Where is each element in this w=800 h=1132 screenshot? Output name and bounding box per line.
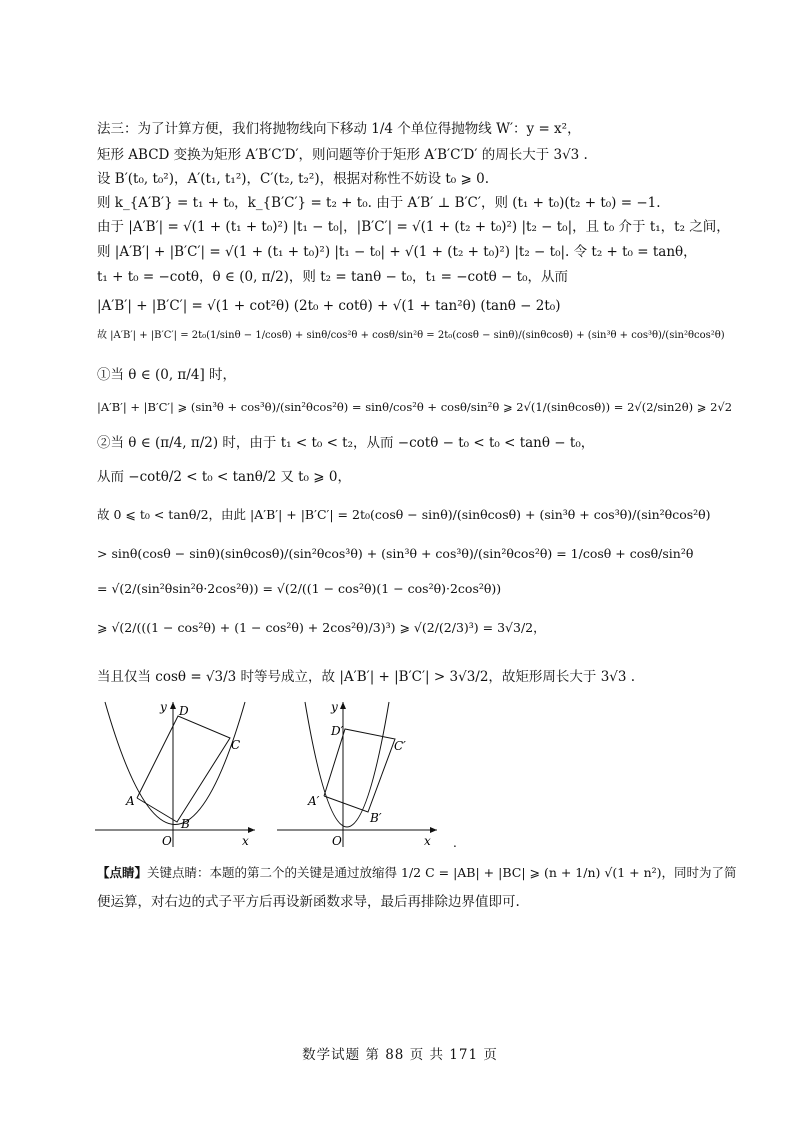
text-line-18: 当且仅当 cosθ = √3/3 时等号成立，故 |A′B′| + |B′C′| > 3√3/2，故矩形周长大于 3√3 . xyxy=(97,669,636,685)
rectangle-a-b-c-d-prime xyxy=(324,729,395,812)
x-axis-arrow xyxy=(430,827,437,833)
text-line-5: 由于 |A′B′| = √(1 + (t₁ + t₀)²) |t₁ − t₀|，|B′C′| = √(1 + (t₂ + t₀)²) |t₂ − t₀|，且 t₀ 介于 t₁，t₂ 之间， xyxy=(97,219,730,235)
y-axis-arrow xyxy=(170,702,176,709)
comment-line-2: 便运算，对右边的式子平方后再设新函数求导，最后再排除边界值即可. xyxy=(97,894,520,910)
label-C: C xyxy=(231,738,241,752)
text-line-7: t₁ + t₀ = −cotθ，θ ∈ (0, π/2)，则 t₂ = tanθ − t₀，t₁ = −cotθ − t₀，从而 xyxy=(97,269,568,285)
text-line-17: ⩾ √(2/(((1 − cos²θ) + (1 − cos²θ) + 2cos²θ)/3)³) ⩾ √(2/(2/3)³) = 3√3/2， xyxy=(97,620,546,635)
figure-period: . xyxy=(453,836,457,850)
label-B: B xyxy=(181,817,190,831)
text-line-13: 从而 −cotθ/2 < t₀ < tanθ/2 又 t₀ ⩾ 0， xyxy=(97,469,351,485)
text-line-6: 则 |A′B′| + |B′C′| = √(1 + (t₁ + t₀)²) |t₁ − t₀| + √(1 + (t₂ + t₀)²) |t₂ − t₀|. 令 t₂ + t₀ = tanθ， xyxy=(97,244,697,260)
text-line-8: |A′B′| + |B′C′| = √(1 + cot²θ) (2t₀ + cotθ) + √(1 + tan²θ) (tanθ − 2t₀) xyxy=(97,298,561,314)
text-line-4: 则 k_{A′B′} = t₁ + t₀，k_{B′C′} = t₂ + t₀. 由于 A′B′ ⊥ B′C′，则 (t₁ + t₀)(t₂ + t₀) = −1. xyxy=(97,195,661,211)
text-line-10: ①当 θ ∈ (0, π/4] 时， xyxy=(97,367,237,383)
x-axis-arrow xyxy=(248,827,255,833)
parabola-curve xyxy=(305,702,389,827)
parabola-figure-left xyxy=(95,697,265,849)
y-axis-arrow xyxy=(340,702,346,709)
text-line-14: 故 0 ⩽ t₀ < tanθ/2，由此 |A′B′| + |B′C′| = 2t₀(cosθ − sinθ)/(sinθcosθ) + (sin³θ + cos³θ)/(sin²θcos²θ) xyxy=(97,507,711,522)
label-x: x xyxy=(424,834,431,848)
label-y: y xyxy=(331,700,338,714)
label-D: D xyxy=(179,704,189,718)
label-A: A xyxy=(126,794,135,808)
page-footer: 数学试题 第 88 页 共 171 页 xyxy=(302,1047,498,1063)
label-O: O xyxy=(332,834,342,848)
label-O: O xyxy=(162,834,172,848)
label-y: y xyxy=(160,700,167,714)
text-line-16: = √(2/(sin²θsin²θ·2cos²θ)) = √(2/((1 − cos²θ)(1 − cos²θ)·2cos²θ)) xyxy=(97,581,502,596)
comment-text-1: 关键点睛：本题的第二个的关键是通过放缩得 1/2 C = |AB| + |BC| ⩾ (n + 1/n) √(1 + n²)，同时为了简 xyxy=(147,865,737,880)
label-A-prime: A′ xyxy=(308,794,320,808)
text-line-15: > sinθ(cosθ − sinθ)(sinθcosθ)/(sin²θcos³θ) + (sin³θ + cos³θ)/(sin²θcos²θ) = 1/cosθ + cosθ/sin²θ xyxy=(97,546,694,561)
label-x: x xyxy=(242,834,249,848)
text-line-11: |A′B′| + |B′C′| ⩾ (sin³θ + cos³θ)/(sin²θcos²θ) = sinθ/cos²θ + cosθ/sin²θ ⩾ 2√(1/(sinθcosθ)) = 2√(2/sin2θ) ⩾ 2√2 xyxy=(97,400,733,414)
rectangle-abcd xyxy=(137,716,230,822)
text-line-12: ②当 θ ∈ (π/4, π/2) 时，由于 t₁ < t₀ < t₂，从而 −cotθ − t₀ < t₀ < tanθ − t₀， xyxy=(97,435,595,451)
text-line-3: 设 B′(t₀, t₀²)，A′(t₁, t₁²)，C′(t₂, t₂²)，根据对称性不妨设 t₀ ⩾ 0. xyxy=(97,171,489,187)
text-line-9: 故 |A′B′| + |B′C′| = 2t₀(1/sinθ − 1/cosθ) + sinθ/cos²θ + cosθ/sin²θ = 2t₀(cosθ − sinθ)/(sinθcosθ) + (sin³θ + cos³θ)/(sin²θcos²θ) xyxy=(97,330,725,341)
label-D-prime: D′ xyxy=(331,724,344,738)
parabola-figure-right xyxy=(277,697,477,857)
comment-line-1 xyxy=(97,864,737,882)
comment-tag: 【点睛】 xyxy=(97,865,148,880)
label-B-prime: B′ xyxy=(370,811,382,825)
label-C-prime: C′ xyxy=(394,739,406,753)
text-line-2: 矩形 ABCD 变换为矩形 A′B′C′D′，则问题等价于矩形 A′B′C′D′ 的周长大于 3√3 . xyxy=(97,147,588,163)
text-line-1: 法三：为了计算方便，我们将抛物线向下移动 1/4 个单位得抛物线 W′：y = x²， xyxy=(97,121,581,137)
